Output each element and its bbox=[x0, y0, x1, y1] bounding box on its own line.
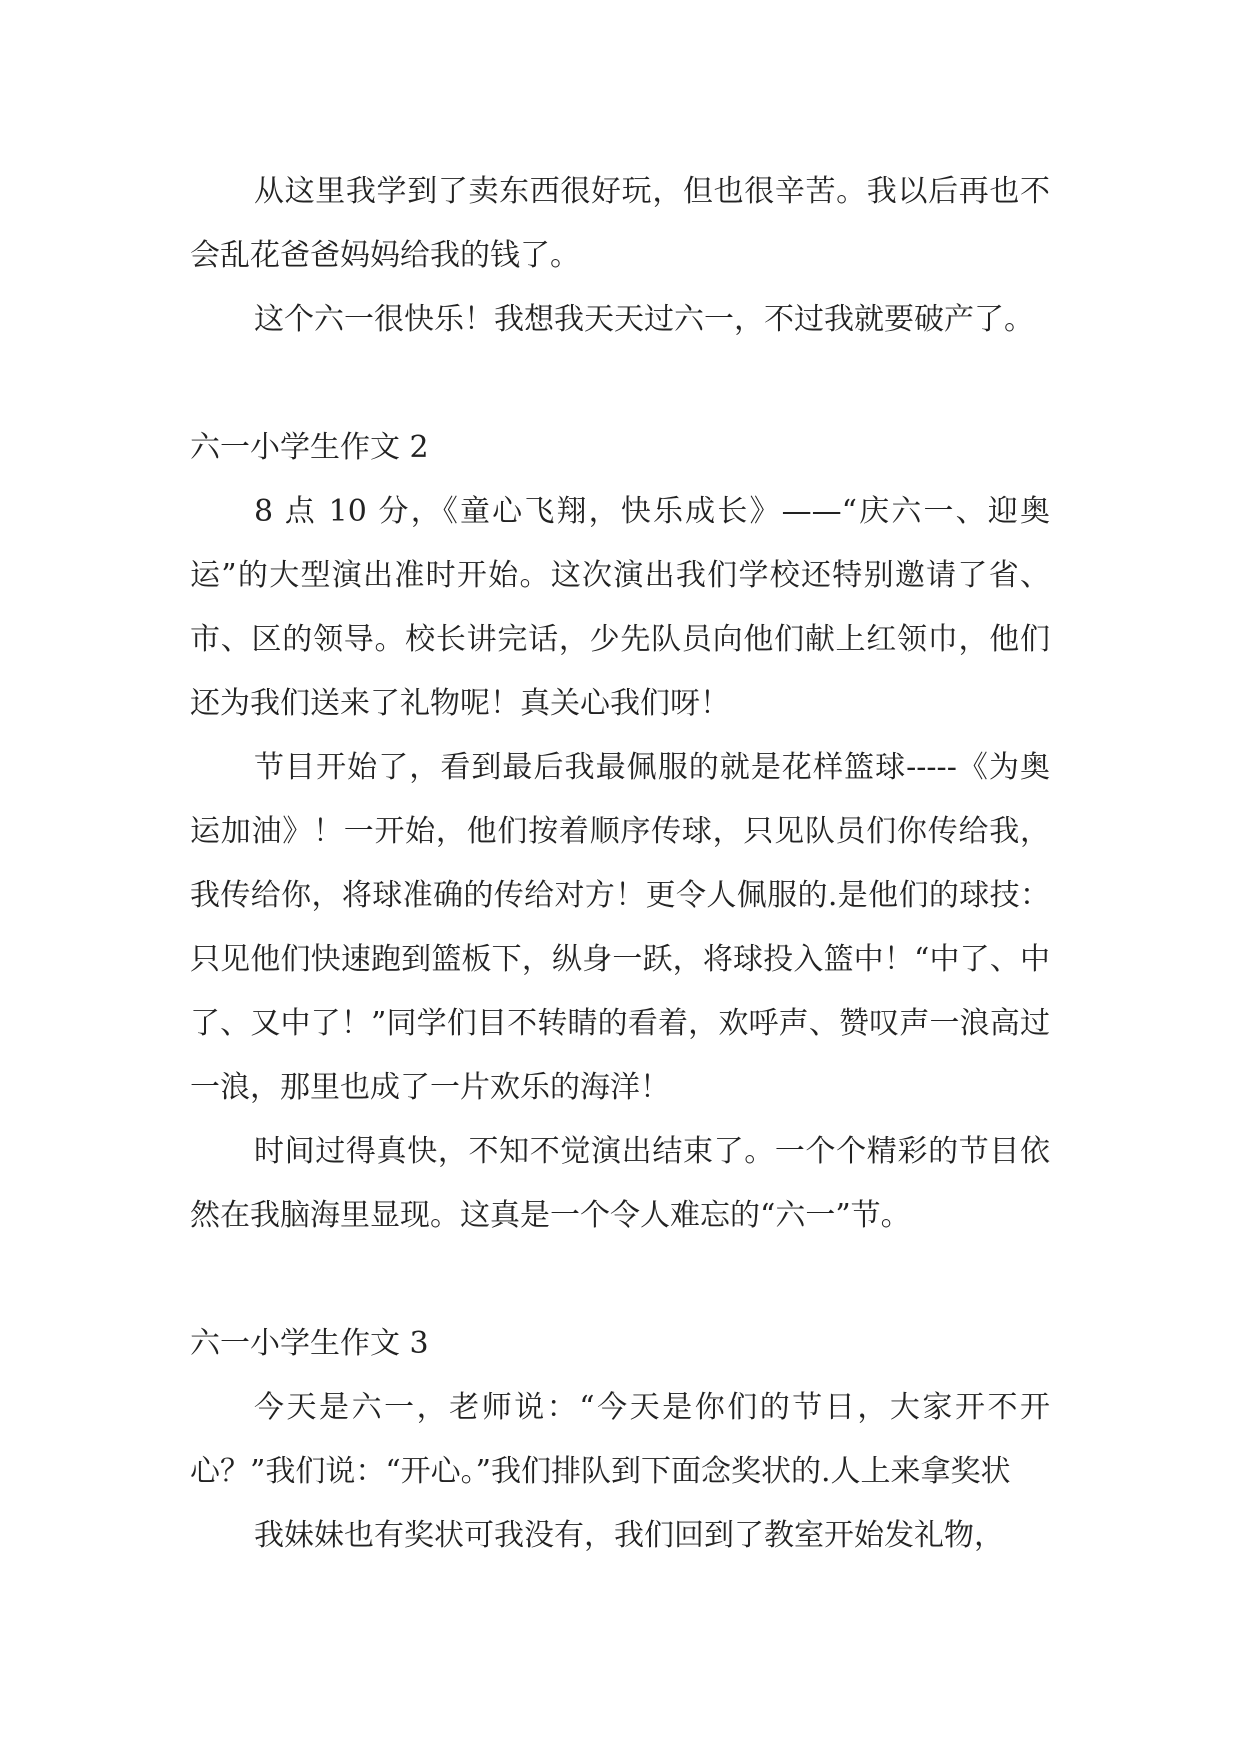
section-heading: 六一小学生作文 3 bbox=[190, 1326, 429, 1361]
paragraph: 从这里我学到了卖东西很好玩，但也很辛苦。我以后再也不会乱花爸爸妈妈给我的钱了。 bbox=[190, 174, 1050, 273]
section-heading: 六一小学生作文 2 bbox=[190, 430, 429, 465]
paragraph: 我妹妹也有奖状可我没有，我们回到了教室开始发礼物， bbox=[254, 1518, 1004, 1553]
paragraph: 8 点 10 分，《童心飞翔，快乐成长》——“庆六一、迎奥运”的大型演出准时开始。这次演出我们学校还特别邀请了省、市、区的领导。校长讲完话，少先队员向他们献上红领巾，他们还为我们送来了礼物呢！真关心我们呀！ bbox=[190, 494, 1050, 721]
paragraph: 节目开始了，看到最后我最佩服的就是花样篮球-----《为奥运加油》！一开始，他们按着顺序传球，只见队员们你传给我，我传给你，将球准确的传给对方！更令人佩服的.是他们的球技：只见他们快速跑到篮板下，纵身一跃，将球投入篮中！“中了、中了、又中了！”同学们目不转睛的看着，欢呼声、赞叹声一浪高过一浪，那里也成了一片欢乐的海洋！ bbox=[190, 750, 1050, 1105]
paragraph: 这个六一很快乐！我想我天天过六一，不过我就要破产了。 bbox=[254, 302, 1034, 337]
paragraph: 时间过得真快，不知不觉演出结束了。一个个精彩的节目依然在我脑海里显现。这真是一个令人难忘的“六一”节。 bbox=[190, 1134, 1050, 1233]
paragraph: 今天是六一，老师说：“今天是你们的节日，大家开不开心？”我们说：“开心。”我们排队到下面念奖状的.人上来拿奖状 bbox=[190, 1390, 1050, 1489]
document-page bbox=[190, 160, 1050, 1568]
